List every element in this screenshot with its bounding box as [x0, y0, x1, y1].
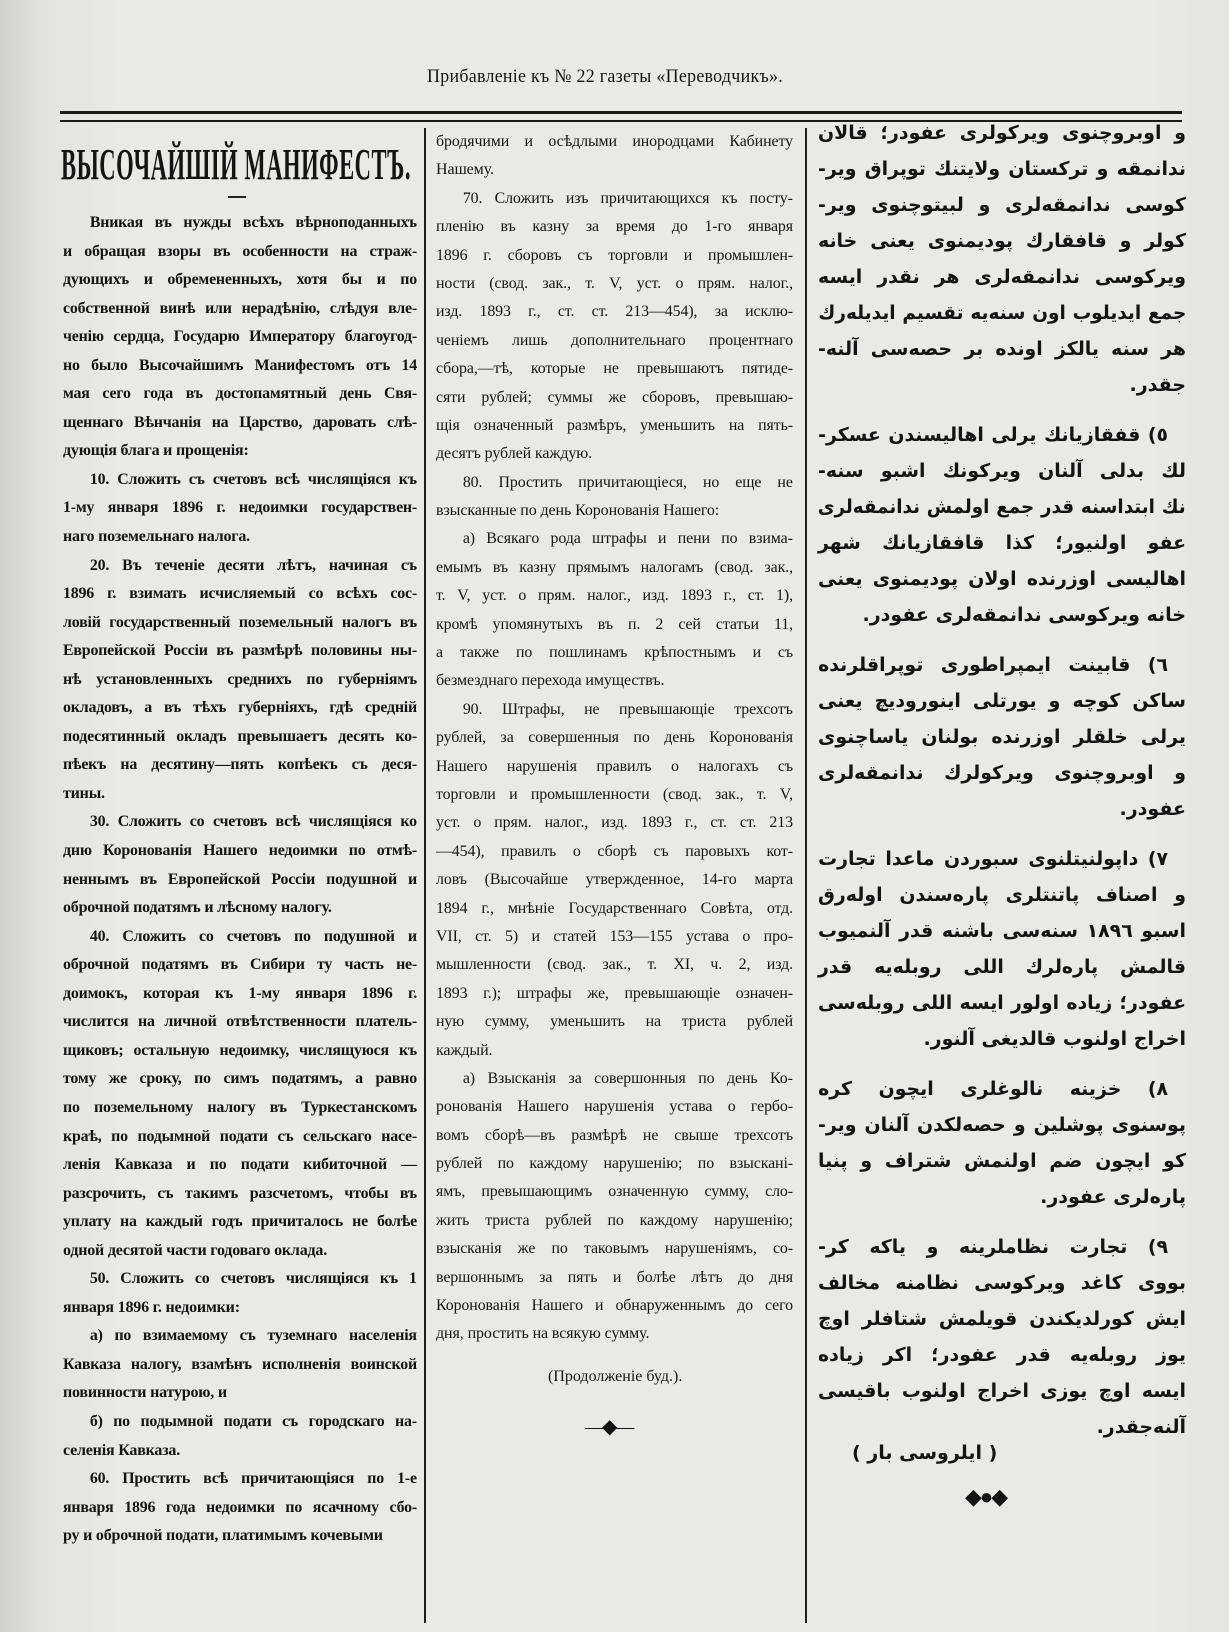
text-line: января 1896 года недоимки по ясачному сбо- — [63, 1498, 418, 1516]
paragraph — [818, 115, 1186, 403]
text-line: ٧) داپولنیتلنوی سبوردن ماعدا تجارت — [818, 848, 1169, 870]
text-line: و اوبروچنوی ویرکولری عفودر؛ قالان — [817, 122, 1186, 144]
text-line: оброчной податямъ въ Сибири ту часть не- — [63, 956, 418, 974]
text-line: و اصناف پاتنتلری پارەسندن اولەرق — [817, 884, 1186, 906]
text-line: ченіемъ лишь дополнительнаго процентнаго — [436, 331, 793, 349]
text-line: повинности натурою, и — [63, 1384, 227, 1402]
text-line: پوسنوی پوشلین و حصەلکدن آلنان ویر- — [817, 1114, 1186, 1136]
text-line: VII, ст. 5) и статей 153—155 устава о про- — [436, 927, 793, 945]
text-line: Коронованія Нашего и обнаруженнымъ до сего — [436, 1297, 793, 1315]
text-line: изд. 1893 г., ст. ст. 213—454), за исклю- — [436, 303, 793, 321]
running-header: Прибавленіе къ № 22 газеты «Переводчикъ». — [427, 66, 784, 87]
text-line: ную сумму, уменьшить на триста рублей — [436, 1013, 793, 1031]
text-line: подесятинный окладъ превышаетъ десять ко- — [63, 727, 418, 745]
text-line: 60. Простить всѣ причитающіяся по 1-е — [89, 1470, 417, 1488]
text-line: ченію сердца, Государю Императору благоугод- — [63, 328, 418, 346]
text-line: емымъ въ казну прямымъ налогамъ (свод. зак., — [436, 558, 793, 576]
text-line: января 1896 г. недоимки: — [63, 1298, 240, 1316]
text-line: آلنەجقدر. — [1096, 1416, 1186, 1438]
text-line: 50. Сложить со счетовъ числящіяся къ 1 — [89, 1270, 417, 1288]
paragraph — [63, 923, 417, 1266]
text-line: 1893 г.); штрафы же, превышающіе означен- — [436, 984, 793, 1002]
continuation-note: (Продолженіе буд.). — [548, 1368, 683, 1385]
paragraph — [63, 808, 417, 922]
text-line: сяти рублей; суммы же сборовъ, превышаю- — [436, 388, 793, 406]
text-line: کولر و قافقارك پودیمنوی یعنی خانه — [817, 230, 1186, 252]
text-line: عفودر؛ زیاده اولور ایسه اللی روبلەسی — [817, 992, 1186, 1014]
paragraph — [63, 1265, 417, 1322]
text-line: мая сего года въ достопамятный день Свя- — [63, 385, 418, 403]
text-line: ности (свод. зак., т. V, уст. о прям. налог., — [436, 274, 793, 292]
text-line: пленію въ казну за время до 1-го января — [436, 218, 793, 236]
text-line: جمع ایدیلوب اون سنەیه تقسیم ایدیلەرك — [818, 302, 1186, 324]
text-line: ایش کورلدیکندن قویلمش شتافلر اوچ — [817, 1308, 1186, 1330]
text-line: б) по подымной подати съ городскаго на- — [89, 1412, 417, 1430]
header-rule-top — [60, 111, 1182, 114]
text-line: بووی کاغد ویرکوسی نظامنه مخالف — [817, 1272, 1186, 1294]
ornament-divider: —◆— — [585, 1416, 632, 1438]
text-line: но было Высочайшимъ Манифестомъ отъ 14 — [63, 356, 418, 374]
paragraph — [63, 1465, 417, 1551]
text-line: каждый. — [436, 1041, 493, 1059]
text-line: рублей, за совершенныя по день Коронованія — [436, 729, 793, 747]
text-line: а также по пошлинамъ крѣпостнымъ и съ — [436, 644, 793, 662]
text-line: наго поземельнаго налога. — [63, 528, 250, 546]
text-line: безмезднаго перехода имуществъ. — [436, 672, 665, 690]
text-line: числится на личной отвѣтственности платель- — [63, 1013, 418, 1031]
paragraph — [436, 696, 793, 1065]
text-line: Нашему. — [436, 161, 494, 179]
text-line: торговли и промышленности (свод. зак., т. V, — [436, 785, 793, 803]
text-line: а) по взимаемому съ туземнаго населенія — [89, 1327, 417, 1345]
text-line: кромѣ упомянутыхъ въ п. 2 сей статьи 11, — [436, 615, 793, 633]
text-line: Нашего нарушенія правилъ о налогахъ съ — [436, 757, 793, 775]
paragraph — [63, 209, 417, 466]
text-line: خانه ویرکوسی ندانمقەلری عفودر. — [862, 604, 1186, 626]
paragraph — [63, 1408, 417, 1465]
text-line: уст. о прям. налог., изд. 1893 г., ст. ст. 213 — [436, 814, 793, 832]
text-line: 1896 г. взимать исчисляемый со всѣхъ сос- — [63, 585, 418, 603]
column-divider-left — [424, 128, 426, 1623]
text-line: неннымъ въ Европейской Россіи подушной и — [63, 870, 418, 888]
text-line: взысканія же по таковымъ нарушеніямъ, со- — [436, 1240, 793, 1258]
text-line: вершоннымъ за пять и болѣе лѣтъ до дня — [436, 1268, 793, 1286]
text-line: а) Взысканія за совершонныя по день Ко- — [462, 1069, 793, 1087]
text-line: разсрочить, съ такимъ разсчетомъ, чтобы въ — [63, 1184, 418, 1202]
manifesto-title: ВЫСОЧАЙШІЙ МАНИФЕСТЪ. — [61, 140, 411, 189]
left-column — [63, 209, 417, 1551]
paragraph — [818, 841, 1186, 1057]
text-line: هر سنه یالکز اونده بر حصەسی آلنه- — [817, 338, 1186, 360]
text-line: а) Всякаго рода штрафы и пени по взима- — [462, 530, 793, 548]
text-line: мышленности (свод. зак., т. XI, ч. 2, изд. — [436, 956, 793, 974]
text-line: یرلی خلقلر اوزرنده بولنان یاساچنوی — [817, 726, 1186, 748]
text-line: کوسی ندانمقەلری و لبیتوچنوی ویر- — [817, 194, 1186, 216]
paragraph — [436, 185, 793, 469]
paragraph — [63, 552, 417, 809]
text-line: عفودر. — [1119, 798, 1186, 820]
text-line: 10. Сложить съ счетовъ всѣ числящіяся къ — [89, 470, 417, 488]
text-line: 70. Сложить изъ причитающихся къ посту- — [462, 189, 793, 207]
text-line: ٩) تجارت نظاملرینه و یاکه کر- — [818, 1236, 1169, 1258]
text-line: собственной винѣ или нерадѣнію, слѣдуя вле- — [63, 299, 418, 317]
text-line: ронованія Нашего нарушенія устава о гербо- — [436, 1098, 793, 1116]
ornament-divider-arabic: ◆●◆ — [965, 1484, 1007, 1509]
paragraph — [818, 417, 1186, 633]
paragraph — [436, 1065, 793, 1349]
text-line: 90. Штрафы, не превышающіе трехсотъ — [462, 700, 793, 718]
text-line: дня, простить на всякую сумму. — [436, 1325, 650, 1343]
text-line: ловій государственный поземельный налогъ въ — [63, 613, 418, 631]
column-divider-right — [805, 128, 807, 1623]
text-line: نك ابتداسنه قدر جمع اولمش ندانمقەلری — [818, 496, 1186, 518]
text-line: по поземельному налогу въ Туркестанскомъ — [63, 1098, 418, 1116]
text-line: тины. — [63, 784, 105, 802]
text-line: бродячими и осѣдлыми инородцами Кабинету — [436, 133, 793, 150]
text-line: нѣ установленныхъ среднихъ по губерніямъ — [63, 670, 418, 688]
paragraph — [63, 1322, 417, 1408]
text-line: ندانمقه و ترکستان ولایتنك توپراق ویر- — [817, 158, 1186, 180]
text-line: عفو اولنیور؛ کذا قافقازیانك شهر — [817, 532, 1186, 554]
text-line: щія означенный размѣръ, уменьшить на пять- — [436, 416, 793, 434]
text-line: взысканные по день Коронованія Нашего: — [436, 502, 720, 520]
text-line: لك بدلی آلنان ویرکونك اشبو سنه- — [817, 460, 1186, 482]
text-line: доимокъ, которая къ 1-му января 1896 г. — [63, 984, 418, 1002]
text-line: —454), правилъ о сборѣ съ паровыхъ кот- — [436, 842, 793, 860]
text-line: окладовъ, а въ тѣхъ губерніяхъ, гдѣ средній — [63, 699, 418, 717]
paragraph — [436, 128, 793, 185]
text-line: قالمش پارەلرك اللی روبلەیه قدر — [817, 956, 1186, 978]
text-line: т. V, уст. о прям. налог., изд. 1893 г., ст. 1), — [436, 587, 793, 605]
text-line: Кавказа налогу, взамѣнъ исполненія воинской — [63, 1355, 418, 1373]
text-line: одной десятой части годоваго оклада. — [63, 1241, 327, 1259]
text-line: اسبو ١٨٩٦ سنەسی باشنه قدر آلنمیوب — [817, 920, 1186, 942]
text-line: 20. Въ теченіе десяти лѣтъ, начиная съ — [89, 556, 417, 574]
text-line: уплату на каждый годъ причиталось не болѣе — [63, 1213, 418, 1231]
text-line: щеннаго Вѣнчанія на Царство, даровать слѣ- — [63, 413, 418, 431]
paragraph — [436, 525, 793, 695]
continuation-note-arabic: ( ایلروسی بار ) — [852, 1442, 998, 1464]
text-line: дню Коронованія Нашего недоимки по отмѣ- — [63, 842, 418, 860]
text-line: جقدر. — [1129, 374, 1186, 396]
paragraph — [63, 466, 417, 552]
text-line: вомъ сборѣ—въ размѣрѣ не свыше трехсотъ — [436, 1126, 793, 1144]
text-line: Вникая въ нужды всѣхъ вѣрноподанныхъ — [89, 214, 417, 231]
text-line: десятъ рублей каждую. — [436, 445, 593, 463]
text-line: сбора,—тѣ, которые не превышаютъ пятиде- — [436, 360, 793, 378]
text-line: тому же сроку, по симъ податямъ, а равно — [63, 1070, 418, 1088]
text-line: и обращая взоры въ особенности на страж- — [63, 242, 418, 260]
middle-column — [436, 128, 793, 1349]
title-dash — [228, 196, 246, 198]
text-line: ساکن کوچه و یورتلی اینورودیچ یعنی — [817, 690, 1186, 712]
text-line: дующія блага и прощенія: — [63, 442, 249, 460]
text-line: селенія Кавказа. — [63, 1441, 181, 1459]
text-line: ٦) قابینت ایمپراطوری توپراقلرنده — [818, 654, 1169, 676]
text-line: жить триста рублей по каждому нарушенію; — [436, 1211, 793, 1229]
text-line: ямъ, превышающимъ означенную сумму, сло- — [436, 1183, 793, 1201]
text-line: 1-му января 1896 г. недоимки государствен- — [63, 499, 418, 517]
text-line: ویرکوسی ندانمقەلری هر نقدر ایسه — [817, 266, 1186, 288]
text-line: щиковъ; остальную недоимку, числящуюся къ — [63, 1041, 418, 1059]
paragraph — [436, 469, 793, 526]
paragraph — [818, 1229, 1186, 1445]
text-line: Европейской Россіи въ размѣрѣ половины ны- — [63, 642, 418, 660]
paragraph — [818, 1071, 1186, 1215]
text-line: ловъ (Высочайше утвержденное, 14-го марта — [436, 871, 793, 889]
text-line: дующихъ и обремененныхъ, хотя бы и по — [63, 271, 418, 289]
text-line: یوز روبلەیه قدر عفودر؛ اکر زیاده — [817, 1344, 1186, 1366]
text-line: کو ایچون ضم اولنمش شتراف و پنیا — [817, 1150, 1186, 1172]
text-line: پارەلری عفودر. — [1040, 1186, 1186, 1208]
text-line: 1894 г., мнѣніе Государственнаго Совѣта, отд. — [436, 899, 793, 917]
text-line: ایسه اوچ یوزی اخراج اولنوب باقیسی — [817, 1380, 1186, 1402]
text-line: ٥) قفقازیانك یرلی اهالیسندن عسکر- — [818, 424, 1169, 446]
text-line: اخراج اولنوب قالدیغی آلنور. — [923, 1028, 1186, 1050]
text-line: пѣекъ на десятину—пять копѣекъ съ деся- — [63, 756, 418, 774]
text-line: рублей по каждому нарушенію; по взыскані- — [436, 1155, 793, 1173]
text-line: اهالیسی اوزرنده اولان پودیمنوی یعنی — [817, 568, 1186, 590]
text-line: ру и оброчной подати, платимымъ кочевыми — [63, 1527, 383, 1545]
text-line: краѣ, по подымной подати съ сельскаго насе- — [63, 1127, 418, 1145]
text-line: و اوبروچنوی ویرکولرك ندانمقەلری — [817, 762, 1186, 784]
text-line: ленія Кавказа и по подати кибиточной — — [63, 1156, 418, 1174]
text-line: 80. Простить причитающіеся, но еще не — [462, 473, 793, 491]
text-line: 30. Сложить со счетовъ всѣ числящіяся ко — [89, 813, 417, 831]
right-column — [818, 115, 1186, 1459]
text-line: оброчной податямъ и лѣсному налогу. — [63, 899, 332, 917]
paragraph — [818, 647, 1186, 827]
text-line: 40. Сложить со счетовъ по подушной и — [89, 927, 417, 945]
text-line: ٨) خزینه نالوغلری ایچون کره — [818, 1078, 1169, 1100]
text-line: 1896 г. сборовъ съ торговли и промышлен- — [436, 246, 793, 264]
